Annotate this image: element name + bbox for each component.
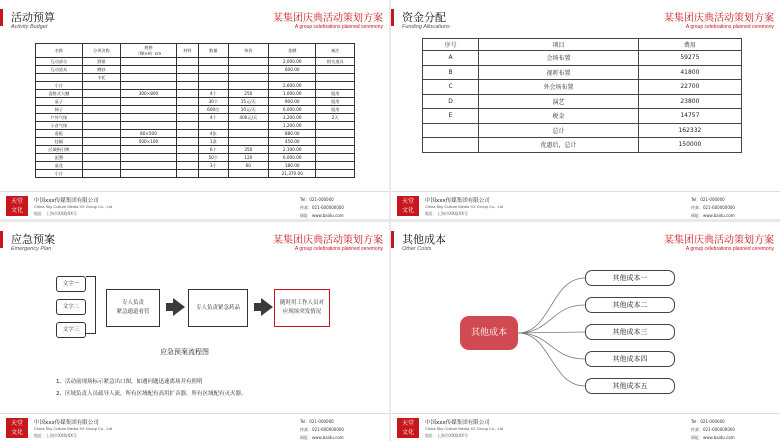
connector-line (518, 333, 585, 386)
budget-cell (316, 82, 355, 90)
slide-footer (391, 413, 780, 441)
budget-cell: 2天 (316, 114, 355, 122)
budget-cell: 小音气球 (36, 122, 83, 130)
budget-cell (198, 82, 228, 90)
budget-cell (121, 114, 177, 122)
budget-cell (82, 146, 121, 154)
budget-cell: 3个 (198, 162, 228, 170)
footer-company-en: China Sky Culture Media XX Group Co., Ltd (425, 426, 504, 431)
budget-cell: 4个 (198, 90, 228, 98)
footer-fax: 传真：021-600000000 (691, 427, 735, 432)
budget-cell: 250 (228, 90, 268, 98)
accent-bar (0, 9, 3, 26)
budget-cell: 互动部分 (36, 58, 83, 66)
budget-cell (316, 162, 355, 170)
budget-cell (82, 82, 121, 90)
budget-cell: 900.00 (269, 98, 316, 106)
company-logo: 天堂 文化 (6, 196, 28, 216)
budget-cell: 1,200.00 (269, 122, 316, 130)
header-brand (273, 9, 383, 30)
budget-cell (82, 170, 121, 178)
header-title-cn: 某集团庆典活动策划方案 (664, 13, 774, 24)
budget-cell: 600位 (198, 106, 228, 114)
budget-cell (228, 58, 268, 66)
budget-cell: 桌花 (36, 162, 83, 170)
funding-cell: 总计 (479, 123, 639, 138)
funding-cell: 22700 (638, 80, 741, 95)
funding-cell: C (423, 80, 479, 95)
budget-cell (121, 170, 177, 178)
budget-cell: 区域指引牌 (36, 146, 83, 154)
budget-cell (121, 66, 177, 74)
note-2: 2、区域负责人员疏导人流，所有区域配有高用扩音器，所有区域配有灭火器。 (56, 391, 247, 397)
budget-header-cell: 名称 (36, 44, 83, 58)
budget-cell: 1条 (198, 138, 228, 146)
flow-step-2: 专人负责紧急药品 (188, 289, 248, 327)
budget-cell: 500×100 (121, 138, 177, 146)
budget-cell: 4个 (198, 114, 228, 122)
footer-contact (691, 418, 735, 441)
budget-cell: 6,000.00 (269, 154, 316, 162)
budget-cell (198, 74, 228, 82)
footer-web: 网址：www.baidu.com (300, 435, 344, 440)
footer-company: 中国xxx传媒集团有限公司 (425, 420, 490, 426)
budget-cell (176, 154, 198, 162)
slide-title: 其他成本 (402, 233, 446, 246)
funding-cell: A (423, 51, 479, 66)
accent-bar (0, 231, 3, 248)
budget-cell (228, 170, 268, 178)
budget-header-cell: 规格 （W×H）cm (121, 44, 177, 58)
budget-cell: 看板 (36, 130, 83, 138)
budget-cell: 30个 (198, 98, 228, 106)
budget-header-cell: 备注 (316, 44, 355, 58)
budget-cell: 300×800 (121, 90, 177, 98)
mindmap-center-node: 其他成本 (460, 316, 518, 350)
funding-row (423, 94, 742, 109)
connector-line (518, 278, 585, 333)
flow-step-1: 专人负责 紧急通道看管 (106, 289, 160, 327)
budget-cell (176, 162, 198, 170)
text-box-1: 文字一 (56, 276, 86, 292)
slide-footer (391, 191, 780, 219)
budget-cell: 椅子 (36, 106, 83, 114)
slide-footer (0, 413, 389, 441)
footer-company-en: China Sky Culture Media XX Group Co., Ltd (425, 204, 504, 209)
budget-cell: 6个 (198, 146, 228, 154)
budget-cell: 挂幅 (36, 138, 83, 146)
budget-cell (121, 58, 177, 66)
budget-cell: 互动道具 (36, 66, 83, 74)
budget-cell: 租用 (316, 106, 355, 114)
budget-cell: 60 (228, 162, 268, 170)
footer-web: 网址：www.baidu.com (691, 213, 735, 218)
footer-company-en: China Sky Culture Media XX Group Co., Ltd (34, 204, 113, 209)
header-title-en: A group celebrations planned ceremony (685, 246, 774, 252)
budget-cell: 880.00 (269, 130, 316, 138)
budget-cell: 350 (228, 146, 268, 154)
arrow-right-icon (261, 298, 273, 316)
budget-cell: 相关道具 (316, 58, 355, 66)
slide-funding[interactable] (391, 0, 780, 219)
footer-company: 中国xxx传媒集团有限公司 (34, 420, 99, 426)
footer-tel: Tel：021-000000 (691, 197, 725, 202)
budget-cell (121, 74, 177, 82)
budget-cell (198, 58, 228, 66)
budget-cell: 50个 (198, 154, 228, 162)
budget-cell (228, 130, 268, 138)
budget-cell (82, 114, 121, 122)
header-title-en: A group celebrations planned ceremony (685, 24, 774, 30)
funding-cell: D (423, 94, 479, 109)
budget-cell (176, 138, 198, 146)
budget-cell (176, 122, 198, 130)
funding-table (422, 38, 742, 153)
budget-cell (176, 106, 198, 114)
funding-row (423, 51, 742, 66)
text-box-2: 文字二 (56, 299, 86, 315)
footer-web: 网址：www.baidu.com (300, 213, 344, 218)
budget-cell (82, 138, 121, 146)
budget-cell: 4张 (198, 130, 228, 138)
budget-cell (316, 66, 355, 74)
footer-tel: Tel：021-000000 (691, 419, 725, 424)
budget-cell (82, 162, 121, 170)
header-title-cn: 某集团庆典活动策划方案 (664, 235, 774, 246)
footer-fax: 传真：021-600000000 (300, 427, 344, 432)
funding-cell: 视听布置 (479, 65, 639, 80)
budget-row (36, 90, 355, 98)
footer-company-en: China Sky Culture Media XX Group Co., Ltd (34, 426, 113, 431)
budget-cell: 120 (228, 154, 268, 162)
budget-cell: 1,000.00 (269, 90, 316, 98)
budget-cell (121, 106, 177, 114)
funding-header-cell: 费用 (638, 39, 741, 51)
budget-cell (82, 130, 121, 138)
budget-cell (228, 122, 268, 130)
budget-cell: 租用 (316, 98, 355, 106)
budget-row (36, 98, 355, 106)
slide-title: 应急预案 (11, 233, 55, 246)
funding-row (423, 123, 742, 138)
footer-web: 网址：www.baidu.com (691, 435, 735, 440)
budget-cell (121, 122, 177, 130)
company-logo: 天堂 文化 (6, 418, 28, 438)
budget-header-cell: 数量 (198, 44, 228, 58)
budget-row (36, 154, 355, 162)
budget-table (35, 43, 355, 178)
budget-cell (316, 130, 355, 138)
budget-cell (228, 138, 268, 146)
budget-row (36, 122, 355, 130)
footer-address: 地址：上海市XX路XX号 (425, 211, 468, 216)
budget-cell (316, 146, 355, 154)
budget-cell (316, 122, 355, 130)
budget-cell (316, 138, 355, 146)
budget-cell: 酒保 (82, 58, 121, 66)
flow-step-3: 随时用工作人员对 应现场突发情况 (274, 289, 330, 327)
budget-cell: 泥塑 (36, 154, 83, 162)
budget-row (36, 74, 355, 82)
budget-cell: 租用 (316, 90, 355, 98)
footer-contact (300, 418, 344, 441)
budget-cell (176, 130, 198, 138)
budget-cell (36, 74, 83, 82)
budget-cell: 450.00 (269, 138, 316, 146)
budget-cell: 15元/天 (228, 98, 268, 106)
funding-cell: 14757 (638, 109, 741, 124)
budget-cell: 80×500 (121, 130, 177, 138)
budget-cell: 户外气球 (36, 114, 83, 122)
funding-cell (423, 138, 479, 153)
mindmap-leaf-4: 其他成本四 (585, 351, 675, 367)
budget-cell (121, 154, 177, 162)
mindmap-leaf-1: 其他成本一 (585, 270, 675, 286)
budget-cell (316, 154, 355, 162)
budget-cell: 2,600.00 (269, 82, 316, 90)
funding-cell: 外会场布置 (479, 80, 639, 95)
budget-cell (316, 74, 355, 82)
budget-cell (82, 106, 121, 114)
budget-row (36, 146, 355, 154)
budget-cell: 小计 (36, 170, 83, 178)
footer-tel: Tel：021-000000 (300, 197, 334, 202)
header-title-en: A group celebrations planned ceremony (294, 24, 383, 30)
funding-cell: 150000 (638, 138, 741, 153)
funding-row (423, 138, 742, 153)
mindmap-leaf-3: 其他成本三 (585, 324, 675, 340)
header-brand (664, 9, 774, 30)
budget-cell (82, 90, 121, 98)
budget-cell (176, 74, 198, 82)
budget-cell (176, 82, 198, 90)
slide-title: 资金分配 (402, 11, 446, 24)
budget-cell (121, 146, 177, 154)
slide-subtitle: Emergency Plan (11, 246, 52, 252)
budget-cell (176, 58, 198, 66)
funding-cell (423, 123, 479, 138)
header-title-cn: 某集团庆典活动策划方案 (273, 13, 383, 24)
footer-company: 中国xxx传媒集团有限公司 (34, 198, 99, 204)
funding-row (423, 109, 742, 124)
slide-footer (0, 191, 389, 219)
budget-cell: 小计 (36, 82, 83, 90)
footer-address: 地址：上海市XX路XX号 (34, 433, 77, 438)
budget-cell: 6,000.00 (269, 106, 316, 114)
header-title-cn: 某集团庆典活动策划方案 (273, 235, 383, 246)
budget-cell: 3,200.00 (269, 114, 316, 122)
budget-cell: 卡托 (82, 74, 121, 82)
company-logo: 天堂 文化 (397, 418, 419, 438)
slide-budget[interactable] (0, 0, 389, 219)
note-1: 1、活动前现场标示紧急出口图，如遇问题迅速离场并有照明 (56, 379, 203, 385)
budget-header-cell: 分项名称 (82, 44, 121, 58)
text-box-3: 文字三 (56, 322, 86, 338)
budget-cell (176, 146, 198, 154)
budget-cell (228, 82, 268, 90)
budget-cell (198, 122, 228, 130)
funding-cell: 优惠后，总计 (479, 138, 639, 153)
budget-cell (121, 162, 177, 170)
footer-contact (300, 196, 344, 219)
budget-row (36, 66, 355, 74)
header-brand (273, 231, 383, 252)
budget-cell (176, 98, 198, 106)
budget-header-cell: 材料 (176, 44, 198, 58)
budget-cell (82, 98, 121, 106)
budget-cell (176, 170, 198, 178)
funding-cell: 23800 (638, 94, 741, 109)
funding-cell: 税金 (479, 109, 639, 124)
slide-other-costs[interactable] (391, 222, 780, 441)
slide-emergency[interactable] (0, 222, 389, 441)
budget-cell: 喜酢式大棚 (36, 90, 83, 98)
budget-cell: 21,370.00 (269, 170, 316, 178)
footer-fax: 传真：021-600000000 (691, 205, 735, 210)
budget-cell: 2,000.00 (269, 58, 316, 66)
funding-cell: 59275 (638, 51, 741, 66)
budget-cell: 2,100.00 (269, 146, 316, 154)
budget-cell (176, 66, 198, 74)
funding-header-cell: 序号 (423, 39, 479, 51)
arrow-right-icon (173, 298, 185, 316)
connector-line (518, 333, 585, 359)
funding-cell: B (423, 65, 479, 80)
budget-row (36, 130, 355, 138)
footer-contact (691, 196, 735, 219)
budget-cell: 600.00 (269, 66, 316, 74)
footer-address: 地址：上海市XX路XX号 (34, 211, 77, 216)
budget-cell (269, 74, 316, 82)
budget-row (36, 170, 355, 178)
budget-cell (176, 90, 198, 98)
slide-subtitle: Activity Budget (11, 24, 48, 30)
funding-row (423, 80, 742, 95)
budget-row (36, 58, 355, 66)
connector-line (518, 305, 585, 333)
bracket-connector (86, 276, 96, 334)
funding-header-cell: 项目 (479, 39, 639, 51)
footer-company: 中国xxx传媒集团有限公司 (425, 198, 490, 204)
budget-cell: 180.00 (269, 162, 316, 170)
budget-row (36, 138, 355, 146)
budget-cell (316, 170, 355, 178)
budget-cell (198, 170, 228, 178)
mindmap-leaf-5: 其他成本五 (585, 378, 675, 394)
budget-cell (176, 114, 198, 122)
funding-cell: E (423, 109, 479, 124)
funding-cell: 会场布置 (479, 51, 639, 66)
budget-cell (228, 66, 268, 74)
budget-cell: 磨砂 (82, 66, 121, 74)
budget-cell (228, 74, 268, 82)
accent-bar (391, 9, 394, 26)
budget-header-cell: 金额 (269, 44, 316, 58)
slide-subtitle: Funding Allocations (402, 24, 450, 30)
budget-cell: 10元/天 (228, 106, 268, 114)
flow-title: 应急预案流程图 (160, 348, 209, 356)
company-logo: 天堂 文化 (397, 196, 419, 216)
slide-subtitle: Other Costs (402, 246, 432, 252)
budget-cell: 桌子 (36, 98, 83, 106)
budget-cell (121, 98, 177, 106)
header-title-en: A group celebrations planned ceremony (294, 246, 383, 252)
budget-cell (198, 66, 228, 74)
footer-fax: 传真：021-600000000 (300, 205, 344, 210)
budget-row (36, 82, 355, 90)
budget-cell (82, 154, 121, 162)
budget-row (36, 114, 355, 122)
budget-cell (82, 122, 121, 130)
budget-cell (121, 82, 177, 90)
funding-cell: 162332 (638, 123, 741, 138)
mindmap-leaf-2: 其他成本二 (585, 297, 675, 313)
budget-row (36, 106, 355, 114)
funding-cell: 41800 (638, 65, 741, 80)
budget-row (36, 162, 355, 170)
funding-cell: 演艺 (479, 94, 639, 109)
footer-tel: Tel：021-000000 (300, 419, 334, 424)
slide-title: 活动预算 (11, 11, 55, 24)
budget-cell: 400元/天 (228, 114, 268, 122)
funding-row (423, 65, 742, 80)
budget-header-cell: 单价 (228, 44, 268, 58)
footer-address: 地址：上海市XX路XX号 (425, 433, 468, 438)
